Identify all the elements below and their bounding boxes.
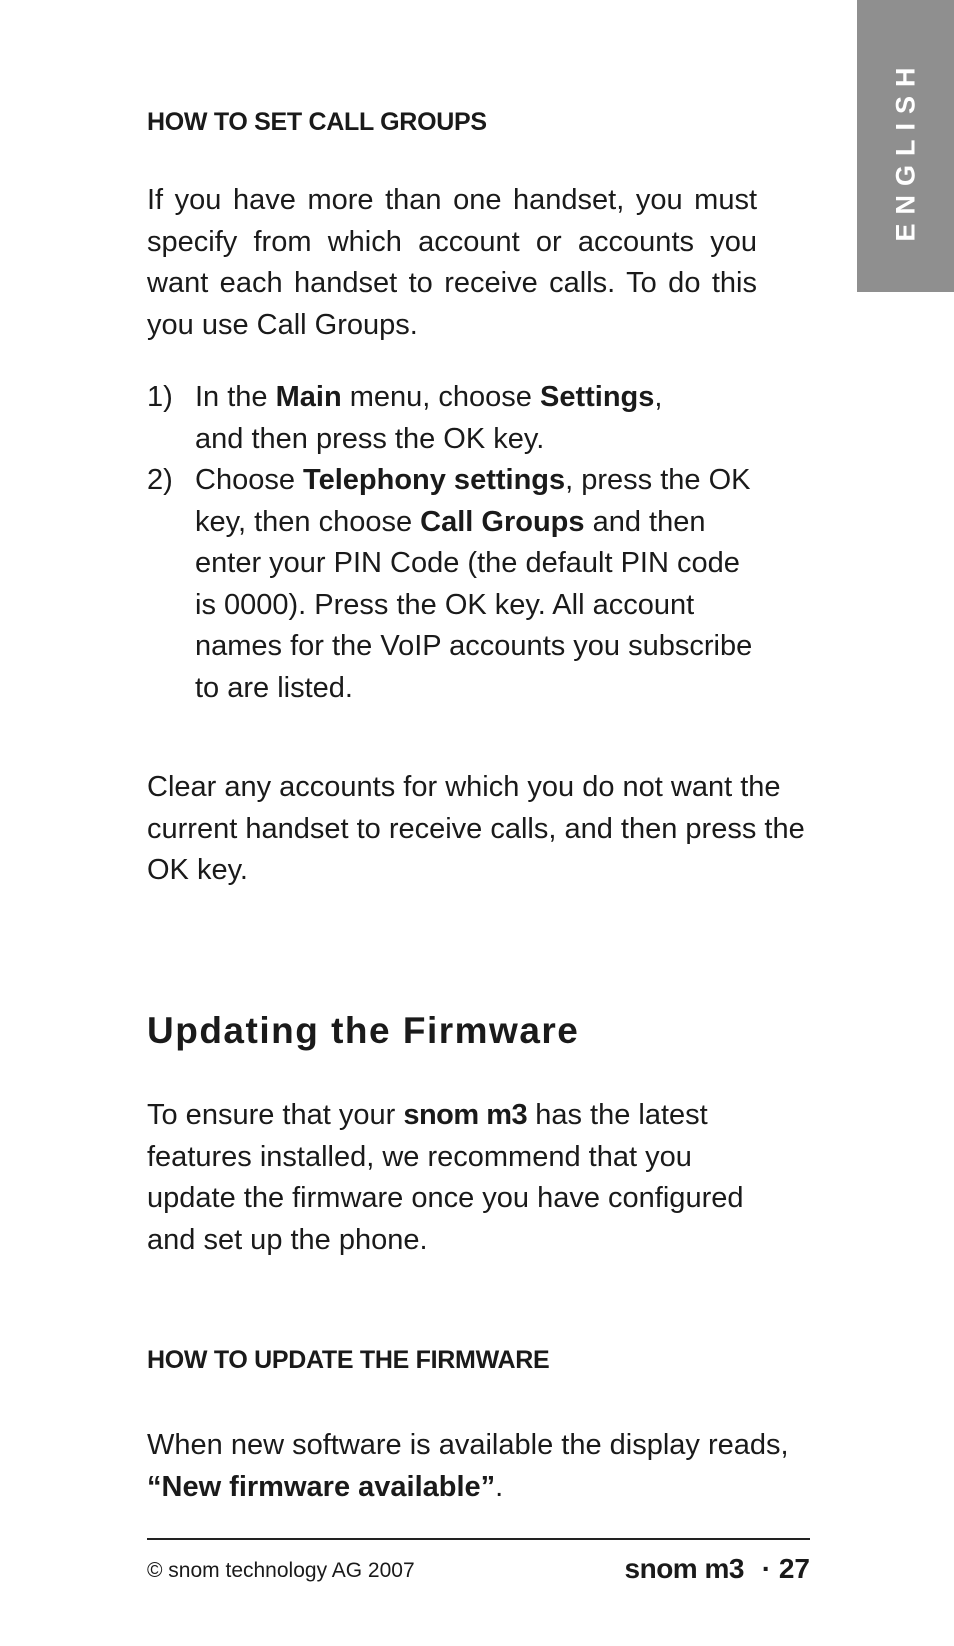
call-groups-intro: If you have more than one handset, you must specify from which account or accounts you want each handset to receive calls. To do this you use Call Groups.	[147, 184, 757, 341]
list-item	[147, 377, 715, 460]
firmware-display-note	[147, 1425, 810, 1508]
step-number: 2)	[147, 464, 173, 496]
step-bold: Call Groups	[420, 505, 585, 538]
footer-page-marker	[625, 1553, 810, 1585]
step-text: Choose	[195, 464, 304, 496]
display-message: “New firmware available”	[147, 1470, 496, 1503]
step-number: 1)	[147, 381, 173, 413]
update-firmware-heading: HOW TO UPDATE THE FIRMWARE	[147, 1346, 550, 1374]
step-text: In the	[195, 381, 276, 413]
firmware-intro-text: has the latest features installed, we recommend that you update the firmware once you have configured and set up the phone.	[147, 1099, 744, 1256]
call-groups-heading: HOW TO SET CALL GROUPS	[147, 108, 487, 136]
note-text: .	[495, 1470, 504, 1503]
call-groups-outro: Clear any accounts for which you do not want the current handset to receive calls, and then press the OK key.	[147, 771, 805, 886]
language-tab-label: ENGLISH	[890, 58, 920, 242]
step-text: and then enter your PIN Code (the default PIN code is 0000). Press the OK key. All account names for the VoIP accounts you subscribe to are listed.	[195, 505, 753, 704]
footer-divider	[147, 1538, 810, 1540]
list-item	[147, 460, 755, 709]
language-tab	[857, 0, 954, 292]
step-text: , press the OK key, then choose	[195, 464, 751, 538]
call-groups-steps	[147, 377, 810, 709]
firmware-intro-text: To ensure that your	[147, 1099, 404, 1131]
step-text: , and then press the OK key.	[195, 381, 663, 455]
step-bold: Telephony settings	[303, 464, 566, 496]
step-bold: Main	[275, 381, 342, 413]
step-text: menu, choose	[341, 381, 540, 413]
note-text: When new software is available the display reads,	[147, 1429, 789, 1461]
firmware-section-title: Updating the Firmware	[147, 1010, 580, 1051]
copyright-text: © snom technology AG 2007	[147, 1559, 415, 1582]
firmware-intro	[147, 1095, 772, 1261]
footer-product-name: snom m3	[624, 1553, 744, 1584]
page-number: · 27	[761, 1553, 810, 1584]
step-bold: Settings	[539, 381, 655, 413]
product-name: snom m3	[403, 1099, 528, 1131]
